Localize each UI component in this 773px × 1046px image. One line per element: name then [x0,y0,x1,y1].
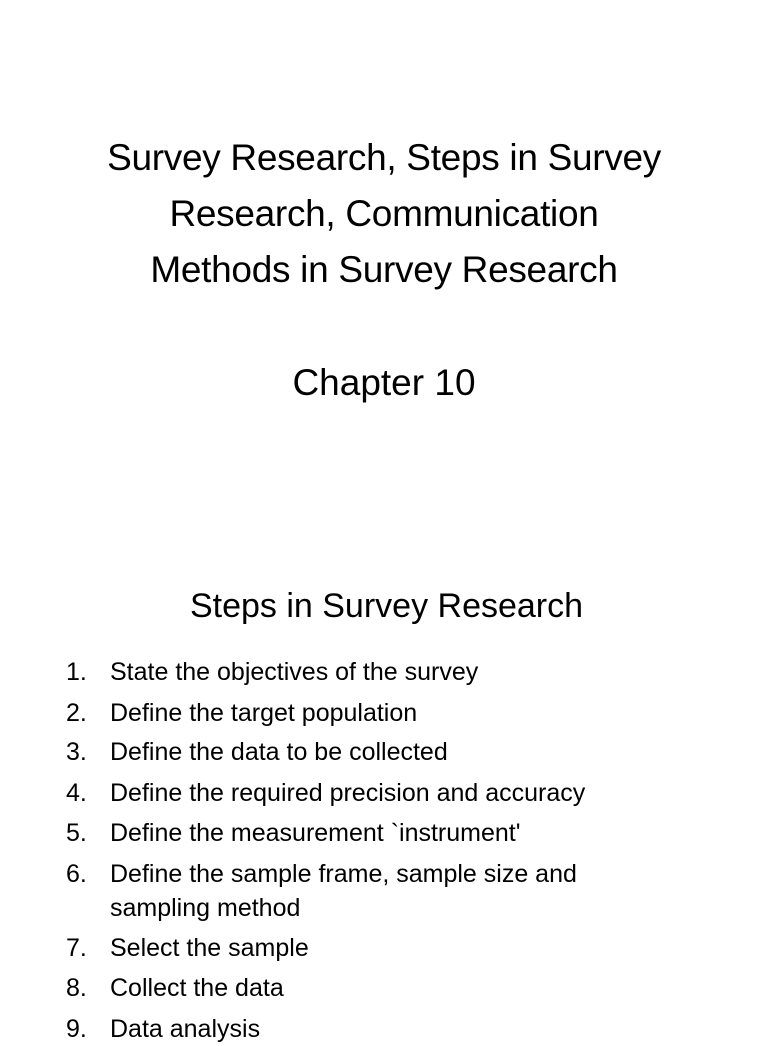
step-number: 4. [66,779,87,807]
step-number: 9. [66,1015,87,1043]
step-text: Define the sample frame, sample size and sampling method [110,860,577,922]
title-line: Survey Research, Steps in Survey [107,137,661,178]
title-line: Research, Communication [169,193,599,234]
section-heading: Steps in Survey Research [189,587,584,625]
step-text: Define the required precision and accuracy [110,779,586,807]
chapter-label: Chapter 10 [292,362,476,403]
page-title [0,130,768,298]
step-number: 8. [66,974,87,1002]
step-text: Data analysis [110,1015,261,1043]
step-text: Select the sample [110,934,309,962]
step-text: Define the target population [110,699,418,727]
step-text: Collect the data [110,974,284,1002]
step-number: 6. [66,860,87,888]
step-text: Define the data to be collected [110,738,448,766]
step-number: 1. [66,658,87,686]
step-number: 3. [66,738,87,766]
step-number: 7. [66,934,87,962]
step-number: 5. [66,819,87,847]
step-number: 2. [66,699,87,727]
title-line: Methods in Survey Research [150,249,618,290]
step-text: Define the measurement `instrument' [110,819,521,847]
step-text: State the objectives of the survey [110,658,479,686]
